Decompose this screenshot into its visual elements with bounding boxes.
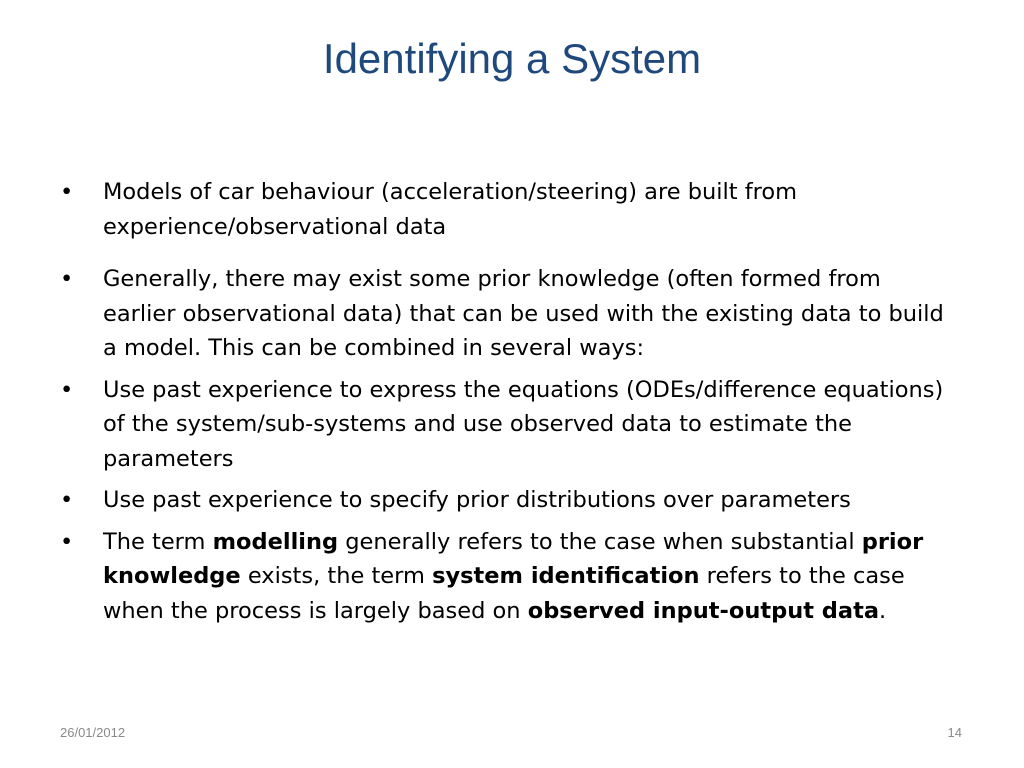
bullet-text: Generally, there may exist some prior knowledge (often formed from earlier observational data) that can be used with the existing data to build a model. This can be combined in several ways: [103, 266, 944, 361]
text-run: The term [103, 528, 213, 555]
bullet-text [103, 529, 923, 624]
bold-term-observed-data: observed input-output data [527, 597, 880, 624]
bullet-item [60, 175, 960, 244]
bullet-text: Use past experience to specify prior distributions over parameters [103, 487, 851, 513]
bullet-item [60, 483, 960, 518]
bullet-marker: • [60, 266, 74, 292]
text-run: refers to the case when the process is largely based on [103, 563, 905, 624]
bullet-text: Models of car behaviour (acceleration/steering) are built from experience/observational data [103, 179, 798, 240]
bullet-item [60, 373, 960, 477]
text-run: exists, the term [240, 563, 433, 589]
text-run: generally refers to the case when substantial [338, 528, 862, 555]
text-run: . [879, 597, 887, 624]
bullet-marker: • [60, 376, 74, 403]
bullet-item [60, 525, 960, 629]
bullet-item [60, 262, 960, 366]
slide-title: Identifying a System [322, 35, 702, 82]
bold-term-prior-knowledge: prior knowledge [103, 528, 924, 589]
bullet-marker: • [60, 179, 74, 205]
bullet-marker: • [60, 528, 74, 555]
page-number: 14 [947, 725, 962, 740]
bullet-list [60, 175, 960, 635]
bullet-marker: • [60, 487, 74, 513]
bullet-text: Use past experience to express the equations (ODEs/difference equations) of the system/sub-systems and use observed data to estimate the parameters [103, 376, 944, 472]
bold-term-system-identification: system identification [432, 563, 700, 589]
bold-term-modelling: modelling [212, 528, 339, 555]
footer-date: 26/01/2012 [60, 725, 126, 740]
